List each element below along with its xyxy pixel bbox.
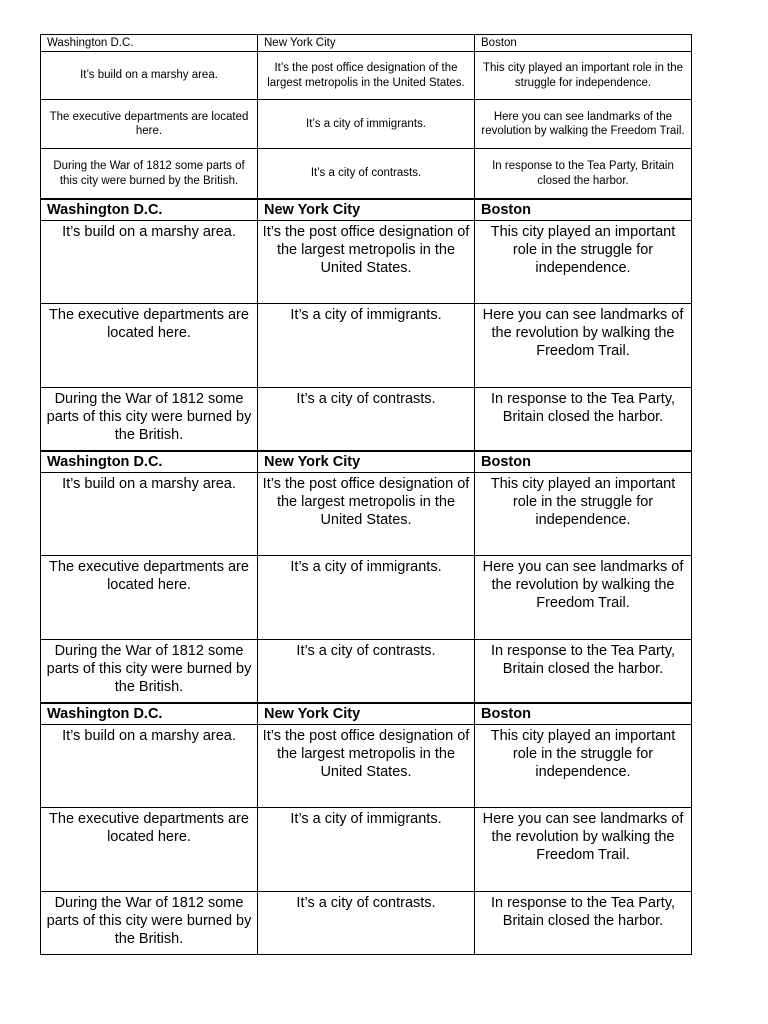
header-new-york: New York City [258, 35, 475, 52]
table-row [41, 473, 692, 556]
header-new-york: New York City [258, 200, 475, 221]
card-table-2 [40, 199, 692, 451]
table-row [41, 640, 692, 703]
clue-cell: Here you can see landmarks of the revolution by walking the Freedom Trail. [475, 808, 692, 892]
header-new-york: New York City [258, 452, 475, 473]
table-row [41, 149, 692, 199]
table-row [41, 892, 692, 955]
clue-cell: In response to the Tea Party, Britain closed the harbor. [475, 388, 692, 451]
card-table-3 [40, 451, 692, 703]
clue-cell: Here you can see landmarks of the revolution by walking the Freedom Trail. [475, 304, 692, 388]
header-row [41, 452, 692, 473]
clue-cell: This city played an important role in the struggle for independence. [475, 52, 692, 100]
clue-cell: During the War of 1812 some parts of this city were burned by the British. [41, 892, 258, 955]
clue-cell: In response to the Tea Party, Britain closed the harbor. [475, 149, 692, 199]
header-washington: Washington D.C. [41, 35, 258, 52]
worksheet [40, 34, 691, 955]
clue-cell: It’s a city of immigrants. [258, 304, 475, 388]
clue-cell: The executive departments are located here. [41, 808, 258, 892]
clue-cell: It’s build on a marshy area. [41, 725, 258, 808]
clue-cell: It’s a city of immigrants. [258, 808, 475, 892]
clue-cell: Here you can see landmarks of the revolution by walking the Freedom Trail. [475, 100, 692, 149]
header-row [41, 704, 692, 725]
clue-cell: It’s a city of contrasts. [258, 149, 475, 199]
clue-cell: It’s a city of immigrants. [258, 556, 475, 640]
clue-cell: The executive departments are located here. [41, 304, 258, 388]
clue-cell: It’s a city of contrasts. [258, 388, 475, 451]
header-boston: Boston [475, 200, 692, 221]
clue-cell: It’s the post office designation of the largest metropolis in the United States. [258, 221, 475, 304]
table-row [41, 725, 692, 808]
table-row [41, 100, 692, 149]
clue-cell: This city played an important role in the struggle for independence. [475, 725, 692, 808]
header-boston: Boston [475, 452, 692, 473]
clue-cell: Here you can see landmarks of the revolution by walking the Freedom Trail. [475, 556, 692, 640]
clue-cell: During the War of 1812 some parts of this city were burned by the British. [41, 640, 258, 703]
clue-cell: In response to the Tea Party, Britain closed the harbor. [475, 640, 692, 703]
clue-cell: It’s build on a marshy area. [41, 221, 258, 304]
header-washington: Washington D.C. [41, 200, 258, 221]
clue-cell: It’s a city of contrasts. [258, 892, 475, 955]
clue-cell: It’s a city of immigrants. [258, 100, 475, 149]
header-boston: Boston [475, 35, 692, 52]
header-row [41, 200, 692, 221]
table-row [41, 388, 692, 451]
clue-cell: The executive departments are located here. [41, 100, 258, 149]
clue-cell: The executive departments are located here. [41, 556, 258, 640]
clue-cell: During the War of 1812 some parts of this city were burned by the British. [41, 149, 258, 199]
card-table-1 [40, 34, 692, 199]
clue-cell: It’s a city of contrasts. [258, 640, 475, 703]
header-washington: Washington D.C. [41, 452, 258, 473]
clue-cell: In response to the Tea Party, Britain closed the harbor. [475, 892, 692, 955]
clue-cell: This city played an important role in the struggle for independence. [475, 221, 692, 304]
table-row [41, 221, 692, 304]
table-row [41, 304, 692, 388]
header-new-york: New York City [258, 704, 475, 725]
clue-cell: It’s the post office designation of the largest metropolis in the United States. [258, 52, 475, 100]
clue-cell: It’s build on a marshy area. [41, 52, 258, 100]
clue-cell: It’s the post office designation of the largest metropolis in the United States. [258, 725, 475, 808]
clue-cell: It’s the post office designation of the largest metropolis in the United States. [258, 473, 475, 556]
clue-cell: During the War of 1812 some parts of this city were burned by the British. [41, 388, 258, 451]
table-row [41, 808, 692, 892]
clue-cell: It’s build on a marshy area. [41, 473, 258, 556]
card-table-4 [40, 703, 692, 955]
table-row [41, 52, 692, 100]
clue-cell: This city played an important role in the struggle for independence. [475, 473, 692, 556]
header-row [41, 35, 692, 52]
header-washington: Washington D.C. [41, 704, 258, 725]
table-row [41, 556, 692, 640]
header-boston: Boston [475, 704, 692, 725]
